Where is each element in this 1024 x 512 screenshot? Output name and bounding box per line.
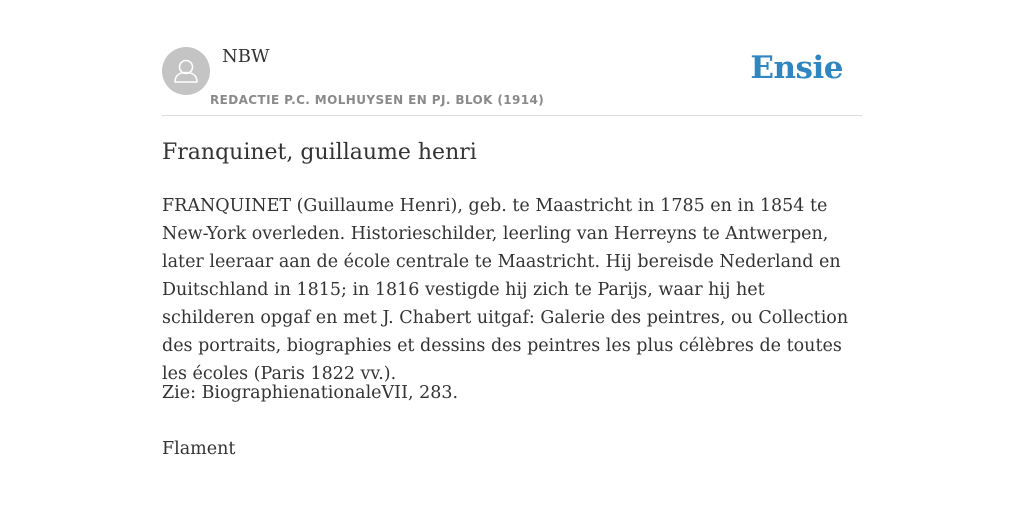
brand-logo[interactable]: Ensie <box>750 50 843 86</box>
page-title: Franquinet, guillaume henri <box>162 140 477 165</box>
article-header <box>162 0 862 116</box>
article-reference: Zie: BiographienationaleVII, 283. <box>162 383 459 403</box>
user-icon <box>162 47 210 95</box>
avatar[interactable] <box>162 47 210 95</box>
byline: REDACTIE P.C. MOLHUYSEN EN PJ. BLOK (1914) <box>210 93 545 107</box>
page-container <box>162 0 862 512</box>
article-body: FRANQUINET (Guillaume Henri), geb. te Maastricht in 1785 en in 1854 te New-York overleden. Historieschilder, leerling van Herreyns te Antwerpen, later leeraar aan de école centrale te Maastricht. Hij bereisde Nederland en Duitschland in 1815; in 1816 vestigde hij zich te Parijs, waar hij het schilderen opgaf en met J. Chabert uitgaf: Galerie des peintres, ou Collection des portraits, biographies et dessins des peintres les plus célèbres de toutes les écoles (Paris 1822 vv.). <box>162 196 849 384</box>
author-name[interactable]: NBW <box>222 46 270 67</box>
article-signature: Flament <box>162 439 236 459</box>
